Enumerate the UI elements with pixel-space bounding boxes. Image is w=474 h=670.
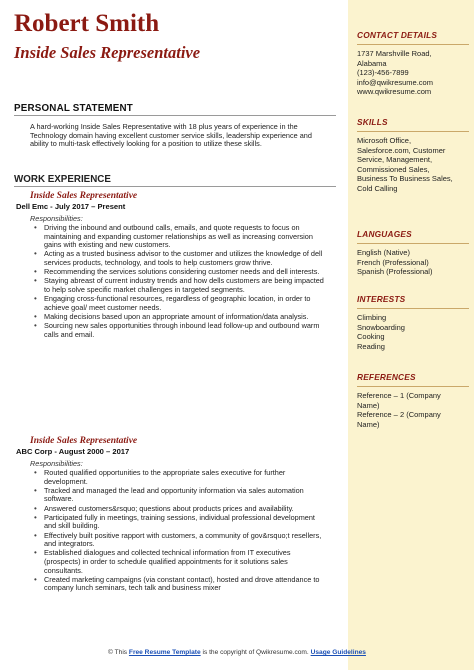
footer-prefix: © This bbox=[108, 649, 128, 656]
languages-heading: LANGUAGES bbox=[357, 229, 412, 239]
section-divider bbox=[14, 115, 336, 116]
list-item: • Making decisions based upon an appropriate amount of information/data analysis. bbox=[34, 313, 326, 322]
skills-section bbox=[357, 117, 469, 194]
responsibilities-list bbox=[34, 224, 326, 339]
interests-heading: INTERESTS bbox=[357, 294, 406, 304]
responsibilities-label: Responsibilities: bbox=[30, 459, 83, 468]
contact-website[interactable]: www.qwikresume.com bbox=[357, 87, 432, 97]
section-divider bbox=[14, 186, 336, 187]
job-title: Inside Sales Representative bbox=[30, 436, 138, 446]
list-item: • Staying abreast of current industry trends and how dells customers are being impacted to help solve specific market challenges in targeted segments. bbox=[34, 277, 326, 294]
skills-text: Microsoft Office, Salesforce.com, Customer Service, Management, Commissioned Sales, Business To Business Sales, Cold Calling bbox=[357, 136, 453, 193]
list-item: Climbing bbox=[357, 313, 387, 322]
section-divider bbox=[357, 386, 469, 387]
list-item: Reference – 1 (Company Name) bbox=[357, 391, 441, 410]
list-item: • Driving the inbound and outbound calls, emails, and quote requests to focus on maintaining and expanding customer relationships as well as increasing conversion gains with existing and new customers. bbox=[34, 224, 326, 250]
list-item: • Participated fully in meetings, training sessions, individual professional development and skill building. bbox=[34, 514, 326, 531]
list-item: • Acting as a trusted business advisor to the customer and utilizes the knowledge of dell services products, technology, and tools to help customers grow thrive. bbox=[34, 250, 326, 267]
interests-section bbox=[357, 294, 469, 351]
candidate-name: Robert Smith bbox=[14, 10, 160, 37]
list-item: Reading bbox=[357, 341, 385, 351]
list-item: • Recommending the services solutions considering customer needs and dell interests. bbox=[34, 268, 326, 277]
list-item: • Answered customers&rsquo; questions about products prices and availability. bbox=[34, 505, 326, 514]
usage-guidelines-link[interactable]: Usage Guidelines bbox=[310, 649, 366, 656]
section-divider bbox=[357, 308, 469, 309]
skills-heading: SKILLS bbox=[357, 117, 388, 127]
contact-heading: CONTACT DETAILS bbox=[357, 30, 438, 40]
list-item: Spanish (Professional) bbox=[357, 267, 433, 277]
references-heading: REFERENCES bbox=[357, 372, 416, 382]
list-item: • Effectively built positive rapport with customers, a community of gov&rsquo;t resellers, and integrators. bbox=[34, 532, 326, 549]
free-resume-template-link[interactable]: Free Resume Template bbox=[128, 649, 201, 656]
work-experience-heading: WORK EXPERIENCE bbox=[14, 174, 111, 185]
list-item: • Established dialogues and collected technical information from IT executives (prospects) in order to schedule qualified appointments for it solutions sales consultants. bbox=[34, 549, 326, 575]
contact-phone: (123)-456-7899 bbox=[357, 68, 409, 78]
contact-section bbox=[357, 30, 469, 97]
references-section bbox=[357, 372, 469, 429]
personal-statement-section bbox=[14, 103, 336, 114]
resume-header bbox=[14, 10, 336, 63]
job-title: Inside Sales Representative bbox=[30, 191, 138, 201]
footer-copyright-text: is the copyright of Qwikresume.com. bbox=[202, 649, 309, 656]
languages-section bbox=[357, 229, 469, 277]
list-item: • Sourcing new sales opportunities through inbound lead follow-up and outbound warm calls and email. bbox=[34, 322, 326, 339]
job-company-dates: Dell Emc - July 2017 – Present bbox=[16, 202, 126, 211]
list-item: • Routed qualified opportunities to the appropriate sales executive for further development. bbox=[34, 469, 326, 486]
contact-email[interactable]: info@qwikresume.com bbox=[357, 77, 433, 87]
list-item: English (Native) bbox=[357, 248, 410, 257]
contact-state: Alabama bbox=[357, 58, 387, 68]
personal-statement-text: A hard-working Inside Sales Representative with 18 plus years of experience in the Technology domain having excellent customer service skills, leadership experience and ability to multi-task effectively looking for a position to utilize these skills. bbox=[30, 122, 312, 149]
list-item: • Created marketing campaigns (via constant contact), hosted and drove attendance to company lunch seminars, tech talk and business mixer bbox=[34, 576, 326, 593]
responsibilities-list bbox=[34, 469, 326, 593]
section-divider bbox=[357, 44, 469, 45]
list-item: Cooking bbox=[357, 332, 385, 342]
list-item: Snowboarding bbox=[357, 322, 405, 332]
copyright-footer bbox=[0, 649, 474, 656]
list-item: • Engaging cross-functional resources, regardless of geographic location, in order to achieve goal/ meet customer needs. bbox=[34, 295, 326, 312]
job-entry bbox=[14, 191, 336, 340]
list-item: • Tracked and managed the lead and opportunity information via sales automation software. bbox=[34, 487, 326, 504]
section-divider bbox=[357, 243, 469, 244]
job-company-dates: ABC Corp - August 2000 – 2017 bbox=[16, 447, 130, 456]
list-item: French (Professional) bbox=[357, 257, 429, 267]
personal-statement-heading: PERSONAL STATEMENT bbox=[14, 103, 133, 114]
job-entry bbox=[14, 436, 336, 593]
candidate-title: Inside Sales Representative bbox=[14, 43, 201, 62]
list-item: Reference – 2 (Company Name) bbox=[357, 410, 441, 429]
section-divider bbox=[357, 131, 469, 132]
contact-address-line: 1737 Marshville Road, bbox=[357, 49, 432, 58]
responsibilities-label: Responsibilities: bbox=[30, 214, 83, 223]
